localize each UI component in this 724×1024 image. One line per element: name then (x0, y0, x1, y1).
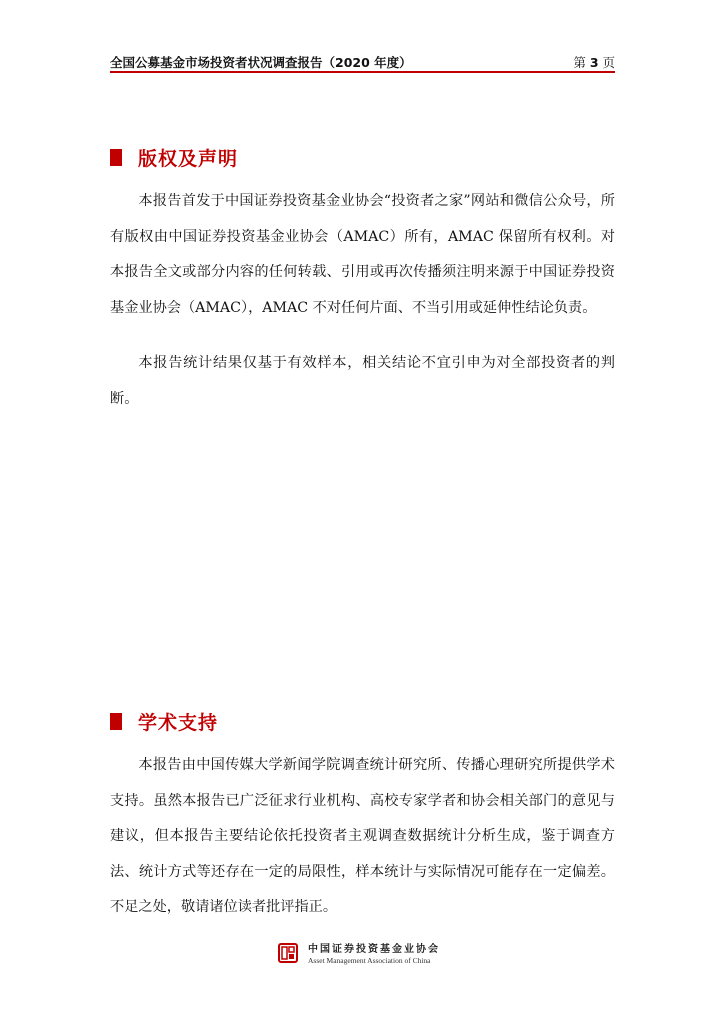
section-title: 版权及声明 (138, 147, 239, 170)
page-number: 3 (589, 55, 599, 70)
page-number-label: 第 3 页 (573, 55, 615, 70)
amac-seal-icon (278, 943, 298, 963)
org-name-en: Asset Management Association of China (308, 956, 431, 965)
section-title: 学术支持 (138, 711, 219, 734)
paragraph-copyright-1: 本报告首发于中国证券投资基金业协会“投资者之家”网站和微信公众号，所有版权由中国证券投资基金业协会（AMAC）所有，AMAC 保留所有权利。对本报告全文或部分内容的任何转载、引用或再次传播须注明来源于中国证券投资基金业协会（AMAC），AMAC 不对任何片面、不当引用或延伸性结论负责。 (110, 193, 615, 316)
org-name-cn: 中国证券投资基金业协会 (308, 944, 440, 955)
heading-marker-icon (110, 149, 122, 166)
paragraph-academic-1: 本报告由中国传媒大学新闻学院调查统计研究所、传播心理研究所提供学术支持。虽然本报告已广泛征求行业机构、高校专家学者和协会相关部门的意见与建议，但本报告主要结论依托投资者主观调查数据统计分析生成，鉴于调查方法、统计方式等还存在一定的局限性，样本统计与实际情况可能存在一定偏差。不足之处，敬请诸位读者批评指正。 (110, 757, 615, 915)
heading-marker-icon (110, 713, 122, 730)
section-heading-copyright (110, 146, 238, 168)
header-title: 全国公募基金市场投资者状况调查报告（2020 年度） (110, 55, 412, 70)
paragraph-copyright-2: 本报告统计结果仅基于有效样本，相关结论不宜引申为对全部投资者的判断。 (110, 355, 615, 407)
header-divider (110, 71, 615, 73)
footer-logo (278, 940, 440, 965)
section-heading-academic (110, 710, 218, 732)
